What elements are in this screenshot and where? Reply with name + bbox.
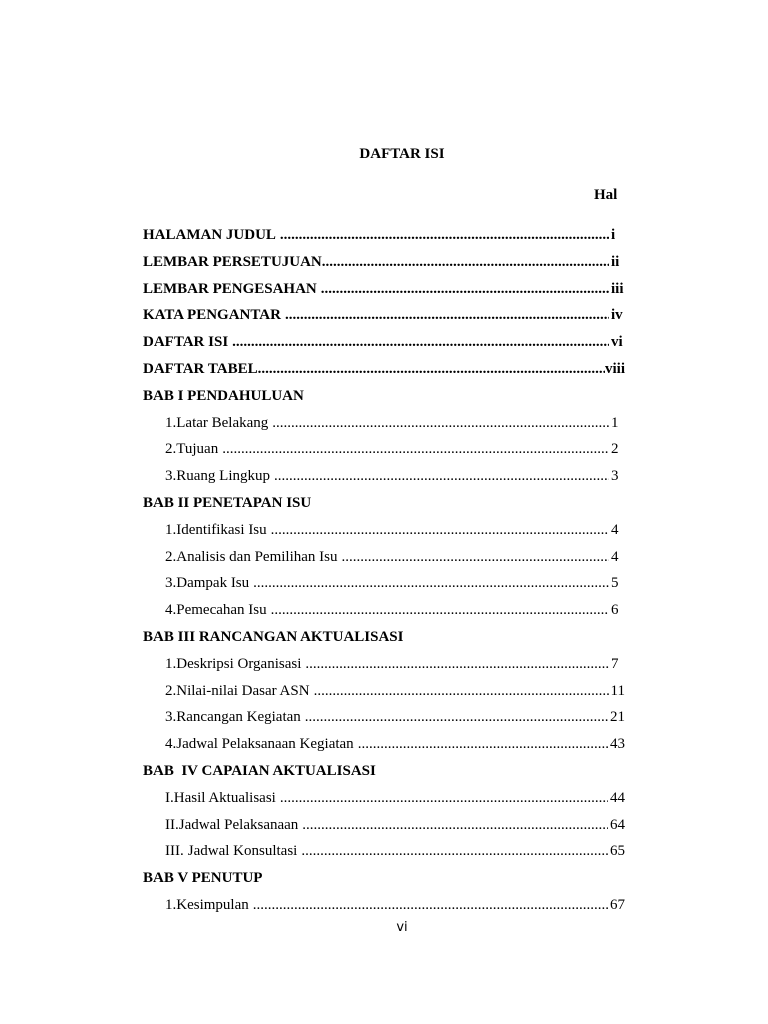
toc-subentry-page: 4 [611, 521, 619, 538]
dot-leader [314, 682, 609, 700]
dot-leader [280, 789, 608, 807]
toc-subentry-page: 1 [611, 414, 619, 431]
toc-subentry-number: 2. [165, 682, 177, 699]
dot-leader [271, 521, 609, 539]
toc-entry-label: LEMBAR PENGESAHAN [143, 280, 317, 297]
toc-subentry-page: 67 [610, 896, 625, 913]
chapter-heading [143, 869, 625, 896]
dot-leader [285, 306, 609, 324]
toc-entry-page: iii [611, 280, 624, 297]
toc-entry-halaman-judul [143, 226, 625, 253]
dot-leader [305, 655, 609, 673]
dot-leader [302, 816, 608, 834]
toc-entry-page: i [611, 227, 616, 243]
toc-subentry-label: Dampak Isu [176, 575, 250, 592]
toc-entry-daftar-tabel [143, 360, 625, 387]
toc-subentry-number: 1. [165, 896, 177, 913]
toc-subentry-label: Analisis dan Pemilihan Isu [176, 548, 338, 565]
toc-subentry-number: 3. [165, 468, 177, 485]
toc-subentry [143, 521, 625, 548]
dot-leader [271, 601, 609, 619]
toc-subentry-page: 5 [611, 575, 619, 592]
toc-subentry-label: Latar Belakang [176, 414, 269, 431]
dot-leader [253, 574, 609, 592]
dot-leader [272, 414, 609, 432]
toc-subentry-label: Pemecahan Isu [176, 602, 267, 619]
chapter-heading [143, 387, 625, 414]
toc-entry-page: viii [604, 360, 625, 377]
toc-subentry-number: I. [165, 789, 174, 806]
table-of-contents [143, 226, 625, 923]
chapter-title: BAB III RANCANGAN AKTUALISASI [143, 628, 404, 645]
toc-subentry [143, 601, 625, 628]
dot-leader [322, 253, 609, 271]
dot-leader [222, 440, 609, 458]
toc-subentry-page: 6 [611, 602, 619, 619]
toc-entry-label: KATA PENGANTAR [143, 307, 281, 324]
toc-subentry [143, 655, 625, 682]
dot-leader [305, 708, 608, 726]
toc-entry-label: HALAMAN JUDUL [143, 227, 276, 243]
toc-subentry-page: 65 [610, 843, 625, 860]
toc-subentry [143, 816, 625, 843]
chapter-title: BAB I PENDAHULUAN [143, 387, 304, 404]
toc-entry-label: LEMBAR PERSETUJUAN [143, 253, 322, 270]
toc-subentry-number: III. [165, 843, 184, 860]
page-title: DAFTAR ISI [359, 146, 445, 162]
chapter-heading [143, 628, 625, 655]
toc-subentry-label: Kesimpulan [176, 896, 249, 913]
toc-subentry-page: 43 [610, 736, 625, 753]
toc-subentry-page: 64 [610, 816, 625, 833]
toc-subentry-number: 1. [165, 414, 177, 431]
footer-page-number: vi [396, 920, 408, 935]
toc-subentry-label: Rancangan Kegiatan [176, 709, 301, 726]
toc-entry-page: iv [611, 307, 623, 324]
toc-subentry-number: 3. [165, 575, 177, 592]
toc-subentry [143, 708, 625, 735]
toc-subentry-page: 3 [611, 468, 619, 485]
toc-subentry-label: Nilai-nilai Dasar ASN [176, 682, 310, 699]
dot-leader [258, 360, 605, 378]
chapter-title: BAB II PENETAPAN ISU [143, 494, 312, 511]
toc-subentry-page: 2 [611, 441, 619, 458]
toc-subentry-page: 44 [610, 789, 625, 806]
toc-subentry [143, 548, 625, 575]
toc-entry-lembar-persetujuan [143, 253, 625, 280]
toc-subentry-label: Jadwal Konsultasi [187, 843, 298, 860]
toc-subentry [143, 574, 625, 601]
toc-subentry-label: Ruang Lingkup [176, 468, 270, 485]
toc-entry-page: vi [611, 334, 623, 351]
toc-subentry-number: 1. [165, 655, 177, 672]
toc-entry-label: DAFTAR ISI [143, 334, 229, 351]
toc-subentry [143, 896, 625, 923]
toc-subentry-page: 4 [611, 548, 619, 565]
toc-subentry-number: 4. [165, 736, 177, 753]
dot-leader [232, 333, 609, 351]
toc-subentry-number: 2. [165, 441, 177, 458]
chapter-heading [143, 494, 625, 521]
toc-subentry-label: Tujuan [176, 441, 219, 458]
toc-subentry [143, 842, 625, 869]
toc-subentry [143, 467, 625, 494]
dot-leader [358, 735, 608, 753]
toc-subentry-label: Jadwal Pelaksanaan [178, 816, 299, 833]
toc-subentry [143, 735, 625, 762]
chapter-heading [143, 762, 625, 789]
toc-entry-lembar-pengesahan [143, 280, 625, 307]
toc-subentry-page: 21 [610, 709, 625, 726]
toc-subentry-label: Deskripsi Organisasi [176, 655, 302, 672]
toc-subentry-label: Jadwal Pelaksanaan Kegiatan [176, 736, 354, 753]
toc-subentry-number: 3. [165, 709, 177, 726]
page-column-label: Hal [594, 187, 618, 203]
toc-subentry-number: II. [165, 816, 179, 833]
toc-subentry [143, 440, 625, 467]
toc-entry-label: DAFTAR TABEL [143, 360, 258, 377]
toc-entry-page: ii [611, 253, 620, 270]
toc-subentry-label: Identifikasi Isu [176, 521, 267, 538]
dot-leader [342, 548, 610, 566]
toc-subentry [143, 682, 625, 709]
toc-subentry-label: Hasil Aktualisasi [173, 789, 276, 806]
dot-leader [301, 842, 608, 860]
toc-subentry-number: 4. [165, 602, 177, 619]
dot-leader [274, 467, 609, 485]
toc-subentry-page: 7 [611, 655, 619, 672]
chapter-title: BAB V PENUTUP [143, 870, 263, 887]
toc-subentry [143, 789, 625, 816]
dot-leader [253, 896, 608, 914]
toc-subentry [143, 414, 625, 441]
toc-subentry-number: 2. [165, 548, 177, 565]
toc-entry-kata-pengantar [143, 306, 625, 333]
dot-leader [321, 280, 609, 298]
dot-leader [280, 226, 609, 244]
chapter-title: BAB IV CAPAIAN AKTUALISASI [143, 762, 376, 779]
toc-subentry-number: 1. [165, 521, 177, 538]
toc-subentry-page: 11 [610, 682, 625, 699]
toc-entry-daftar-isi [143, 333, 625, 360]
